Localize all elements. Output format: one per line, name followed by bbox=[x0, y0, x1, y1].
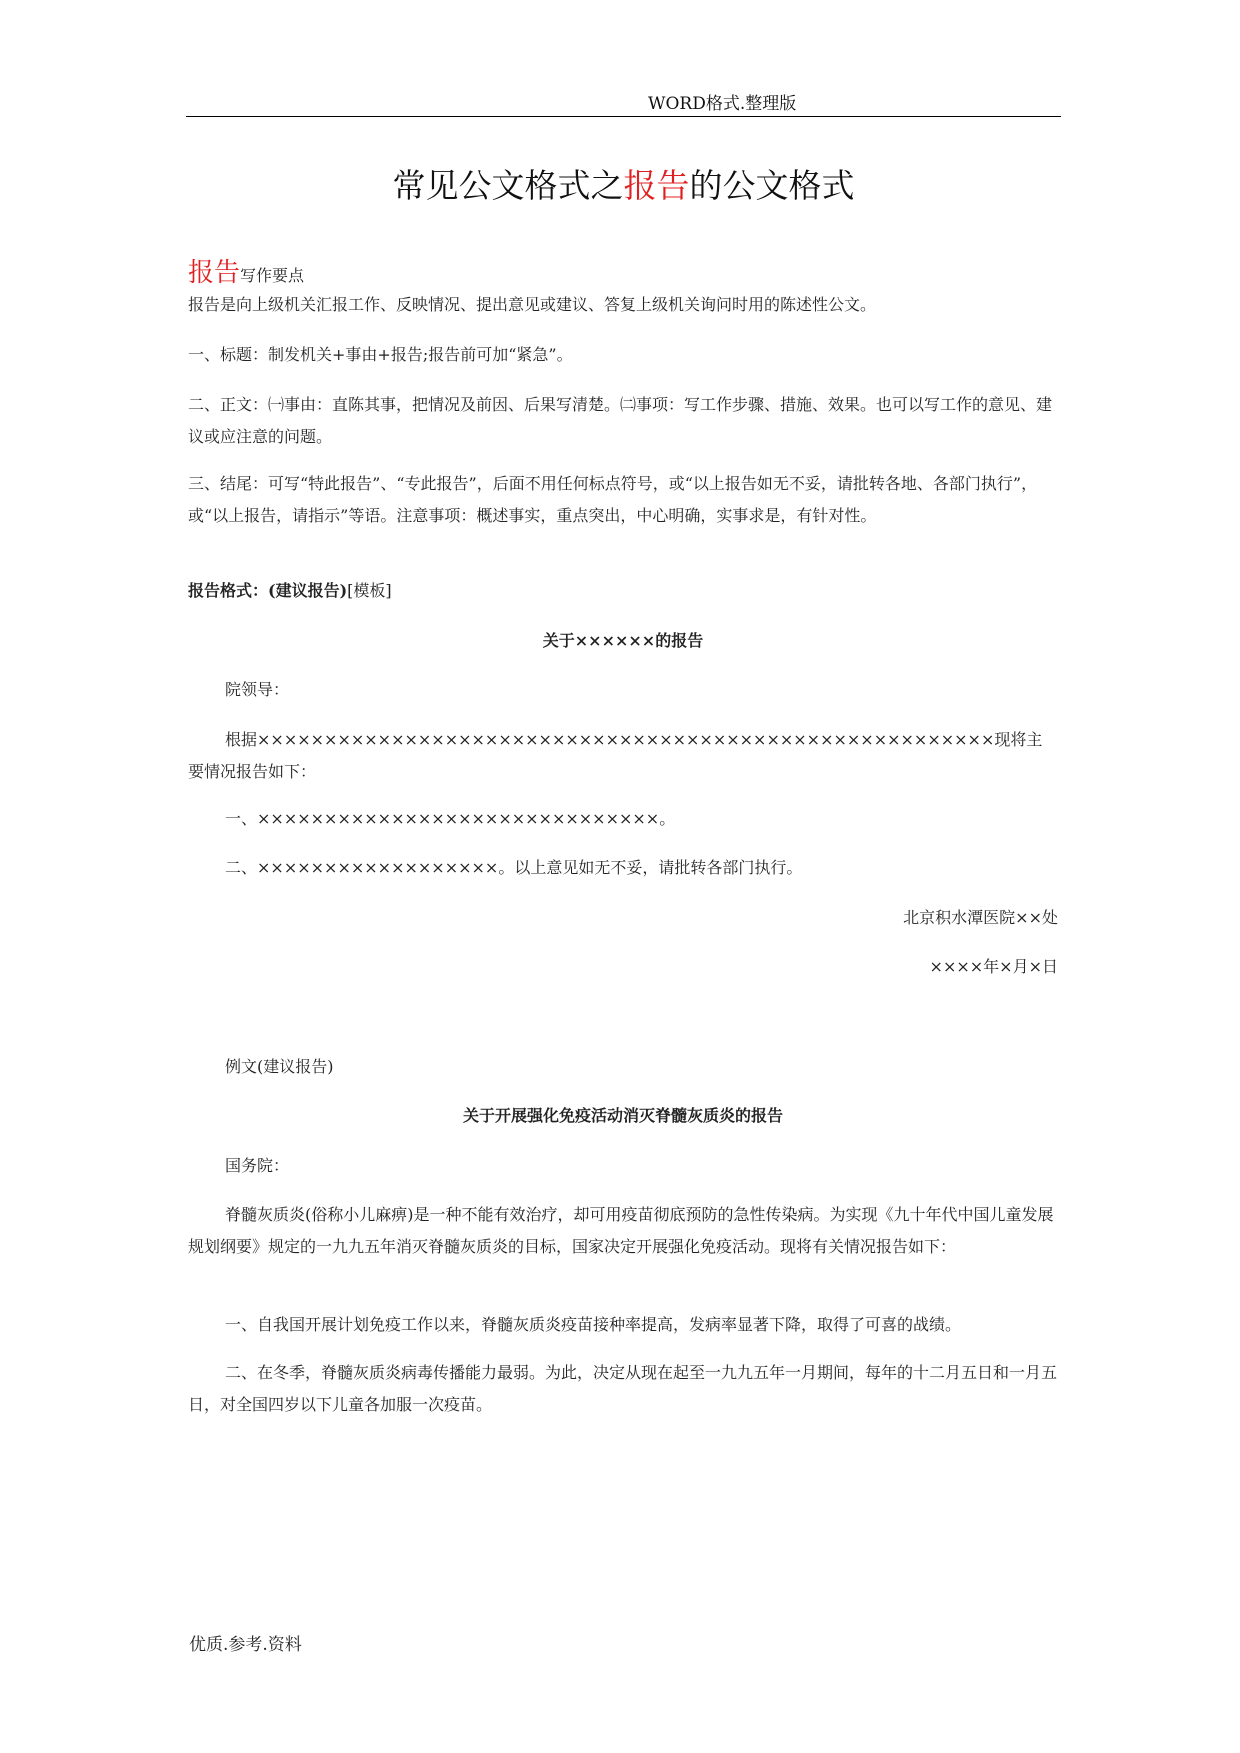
template-label-bold: 报告格式：(建议报告) bbox=[188, 581, 348, 600]
page-footer: 优质.参考.资料 bbox=[189, 1635, 302, 1655]
template-body: 根据×××××××××××××××××××××××××××××××××××××××××××××××××××××××现将主要情况报告如下： bbox=[188, 730, 1043, 781]
template-salutation: 院领导： bbox=[225, 680, 290, 699]
section-heading bbox=[188, 252, 304, 289]
template-item-2: 二、××××××××××××××××××。以上意见如无不妥，请批转各部门执行。 bbox=[225, 858, 803, 877]
intro-paragraph: 报告是向上级机关汇报工作、反映情况、提出意见或建议、答复上级机关询问时用的陈述性公文。 bbox=[188, 295, 877, 314]
point-body: 二、正文：㈠事由：直陈其事，把情况及前因、后果写清楚。㈡事项：写工作步骤、措施、效果。也可以写工作的意见、建议或应注意的问题。 bbox=[188, 395, 1053, 446]
document-title bbox=[186, 160, 1061, 207]
template-date: ××××年×月×日 bbox=[929, 957, 1058, 976]
title-part-3: 的公文格式 bbox=[689, 166, 855, 205]
title-highlight: 报告 bbox=[623, 166, 690, 205]
header-text: WORD格式.整理版 bbox=[648, 94, 797, 114]
example-salutation: 国务院： bbox=[225, 1156, 290, 1175]
title-part-1: 常见公文格式之 bbox=[392, 166, 624, 205]
page-header bbox=[186, 86, 1061, 117]
example-label: 例文(建议报告) bbox=[225, 1057, 334, 1076]
point-ending: 三、结尾：可写“特此报告”、“专此报告”，后面不用任何标点符号，或“以上报告如无不妥，请批转各地、各部门执行”，或“以上报告，请指示”等语。注意事项：概述事实，重点突出，中心明确，实事求是，有针对性。 bbox=[188, 474, 1038, 525]
section-heading-highlight: 报告 bbox=[188, 258, 241, 288]
template-item-1: 一、××××××××××××××××××××××××××××××。 bbox=[225, 809, 676, 828]
template-title: 关于××××××的报告 bbox=[542, 631, 704, 650]
example-paragraph-3: 二、在冬季，脊髓灰质炎病毒传播能力最弱。为此，决定从现在起至一九九五年一月期间，每年的十二月五日和一月五日，对全国四岁以下儿童各加服一次疫苗。 bbox=[188, 1363, 1058, 1414]
example-title: 关于开展强化免疫活动消灭脊髓灰质炎的报告 bbox=[462, 1106, 783, 1125]
template-label bbox=[188, 575, 1058, 607]
template-signature: 北京积水潭医院××处 bbox=[903, 908, 1058, 927]
section-heading-rest: 写作要点 bbox=[240, 266, 305, 285]
example-paragraph-1: 脊髓灰质炎(俗称小儿麻痹)是一种不能有效治疗，却可用疫苗彻底预防的急性传染病。为实现《九十年代中国儿童发展规划纲要》规定的一九九五年消灭脊髓灰质炎的目标，国家决定开展强化免疫活动。现将有关情况报告如下： bbox=[188, 1205, 1054, 1256]
template-label-normal: [模板] bbox=[347, 581, 392, 600]
example-paragraph-2: 一、自我国开展计划免疫工作以来，脊髓灰质炎疫苗接种率提高，发病率显著下降，取得了可喜的战绩。 bbox=[225, 1315, 962, 1334]
point-title: 一、标题：制发机关+事由+报告;报告前可加“紧急”。 bbox=[188, 345, 573, 364]
